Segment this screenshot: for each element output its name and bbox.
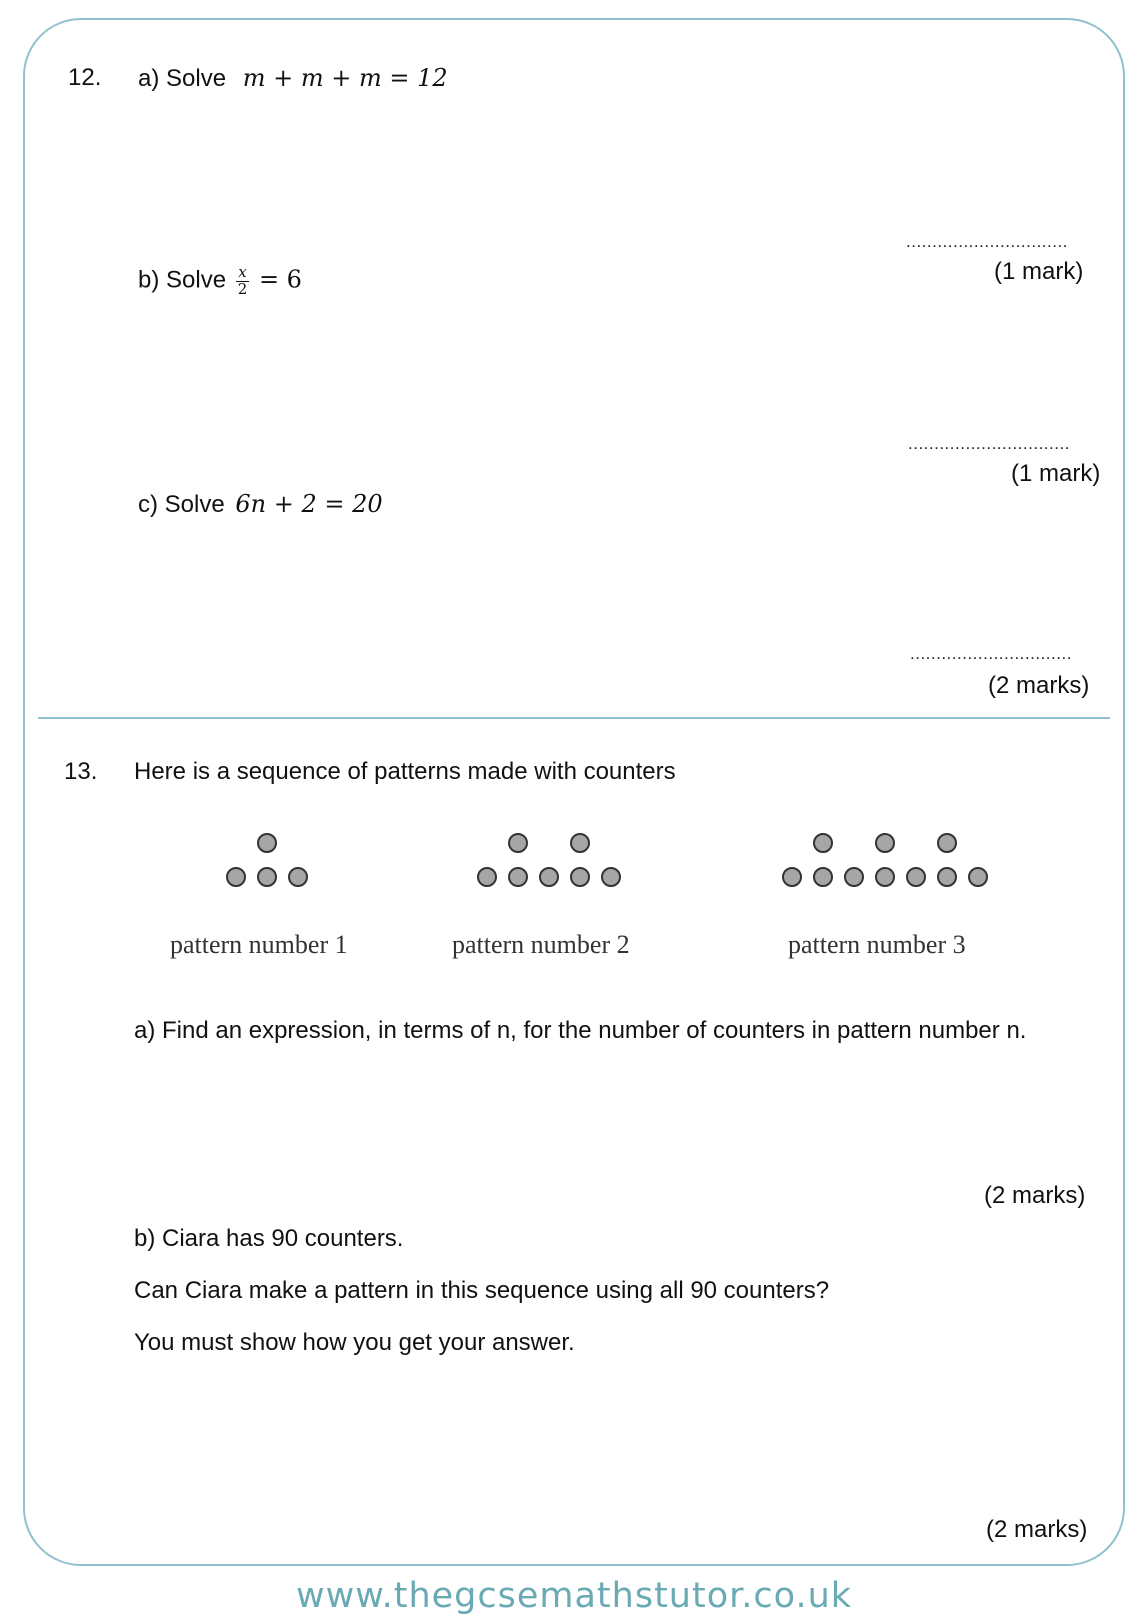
pattern-2-top-counter <box>509 834 527 852</box>
pattern-2-bottom-counter <box>478 868 496 886</box>
pattern-1-top-counter <box>258 834 276 852</box>
question-12-number: 12. <box>68 64 102 91</box>
pattern-1-bottom-counter <box>289 868 307 886</box>
q13b-line-1: b) Ciara has 90 counters. <box>134 1225 404 1252</box>
q13b-line-2: Can Ciara make a pattern in this sequence using all 90 counters? <box>134 1277 830 1304</box>
pattern-3-bottom-counter <box>907 868 925 886</box>
q12a-answer-line[interactable]: ............................... <box>906 232 1068 251</box>
q12a-equation: m + m + m = 12 <box>242 64 448 92</box>
pattern-2-bottom-counter <box>571 868 589 886</box>
q12c-marks: (2 marks) <box>988 672 1090 699</box>
pattern-1-bottom-counter <box>258 868 276 886</box>
pattern-3-bottom-counter <box>814 868 832 886</box>
q12b-label: b) Solve <box>138 266 227 294</box>
question-13-number: 13. <box>64 758 98 785</box>
q12b-fraction-denominator: 2 <box>237 279 248 298</box>
q12a-marks: (1 mark) <box>994 258 1084 285</box>
pattern-3-bottom-counter <box>845 868 863 886</box>
pattern-2-bottom-counter <box>509 868 527 886</box>
pattern-3-top-counter <box>814 834 832 852</box>
pattern-1-label: pattern number 1 <box>170 930 348 959</box>
pattern-1-bottom-counter <box>227 868 245 886</box>
q12b-fraction-numerator: x <box>236 265 250 282</box>
pattern-3-bottom-counter <box>876 868 894 886</box>
pattern-3-bottom-counter <box>783 868 801 886</box>
pattern-3-top-counter <box>938 834 956 852</box>
pattern-2-top-counter <box>571 834 589 852</box>
pattern-2-label: pattern number 2 <box>452 930 630 959</box>
q12c-label: c) Solve <box>138 491 225 518</box>
q12b-answer-line[interactable]: ............................... <box>908 434 1070 453</box>
pattern-2-bottom-counter <box>602 868 620 886</box>
q13-intro: Here is a sequence of patterns made with counters <box>134 758 676 785</box>
pattern-3-bottom-counter <box>938 868 956 886</box>
q13a-question: a) Find an expression, in terms of n, for the number of counters in pattern number n. <box>134 1017 1027 1044</box>
q13b-line-3: You must show how you get your answer. <box>134 1329 575 1356</box>
pattern-3-label: pattern number 3 <box>788 930 966 959</box>
pattern-3-bottom-counter <box>969 868 987 886</box>
q12c-answer-line[interactable]: ............................... <box>910 644 1072 663</box>
footer-website-url[interactable]: www.thegcsemathstutor.co.uk <box>295 1576 853 1616</box>
q12a-label: a) Solve <box>138 65 227 92</box>
q12c-equation: 6n + 2 = 20 <box>235 490 383 518</box>
q12b-marks: (1 mark) <box>1011 460 1101 487</box>
q13a-marks: (2 marks) <box>984 1182 1086 1209</box>
q13b-marks: (2 marks) <box>986 1516 1088 1543</box>
pattern-3-top-counter <box>876 834 894 852</box>
pattern-2-bottom-counter <box>540 868 558 886</box>
q12b-equation-rest: = 6 <box>258 265 302 294</box>
